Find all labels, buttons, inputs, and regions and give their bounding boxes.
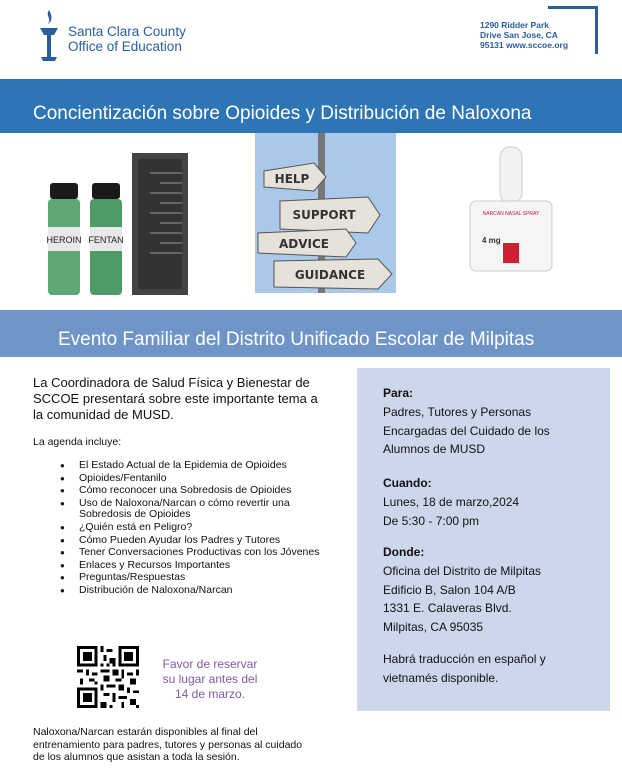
signpost-image <box>255 133 396 293</box>
sign-help: HELP <box>274 172 310 186</box>
vial2-label: FENTAN <box>88 235 124 245</box>
corner-bracket <box>548 6 598 54</box>
qr-code[interactable] <box>77 646 139 708</box>
agenda-item: ● Preguntas/Respuestas <box>60 572 320 584</box>
event-info-panel <box>357 368 610 711</box>
agenda-item: ● Enlaces y Recursos Importantes <box>60 560 320 572</box>
location-label: Donde: <box>383 545 425 559</box>
event-time: De 5:30 - 7:00 pm <box>383 513 480 528</box>
agenda-item: ● ¿Quién está en Peligro? <box>60 522 320 534</box>
photo-strip <box>0 133 622 303</box>
date-label: Cuando: <box>383 476 432 490</box>
spray-dose-label: 4 mg <box>482 236 501 245</box>
agenda-item: ● Tener Conversaciones Productivas con los Jóvenes <box>60 547 320 559</box>
agenda-item: ● Opioides/Fentanilo <box>60 473 320 485</box>
audience-line: Alumnos de MUSD <box>383 442 486 457</box>
agenda-item: ● Cómo Pueden Ayudar los Padres y Tutores <box>60 535 320 547</box>
vial1-label: HEROIN <box>46 235 82 245</box>
intro-paragraph: La Coordinadora de Salud Física y Bienestar de SCCOE presentará sobre este importante tema a la comunidad de MUSD. <box>33 375 318 422</box>
audience-label: Para: <box>383 386 414 400</box>
org-name <box>68 24 186 54</box>
agenda-item: ● Cómo reconocer una Sobredosis de Opioides <box>60 485 320 497</box>
header <box>0 0 622 70</box>
opioid-vials-image <box>46 153 188 295</box>
translation-block <box>383 650 546 688</box>
agenda-item: ● Distribución de Naloxona/Narcan <box>60 585 320 597</box>
translation-line: Habrá traducción en español y <box>383 652 546 666</box>
agenda-item: ● El Estado Actual de la Epidemia de Opioides <box>60 460 320 472</box>
sign-support: SUPPORT <box>292 208 356 222</box>
date-block <box>383 474 519 530</box>
title-banner <box>0 79 622 133</box>
sign-advice: ADVICE <box>278 237 330 251</box>
footer-note: Naloxona/Narcan estarán disponibles al final del entrenamiento para padres, tutores y personas al cuidado de los alumnos que asistan a toda la sesión. <box>33 726 303 763</box>
address-line3: 95131 www.sccoe.org <box>480 40 569 50</box>
event-date: Lunes, 18 de marzo,2024 <box>383 494 520 509</box>
location-block <box>383 543 541 637</box>
narcan-spray-image <box>470 147 552 271</box>
torch-logo-icon <box>36 8 62 62</box>
org-name-line2: Office of Education <box>68 39 182 54</box>
location-line: Edificio B, Salon 104 A/B <box>383 582 516 597</box>
address-line2: Drive San Jose, CA <box>480 30 558 40</box>
location-line: 1331 E. Calaveras Blvd. <box>383 601 512 616</box>
audience-block <box>383 384 550 459</box>
spray-brand-label: NARCAN NASAL SPRAY <box>482 211 540 217</box>
audience-line: Encargadas del Cuidado de los <box>383 423 550 438</box>
location-line: Oficina del Distrito de Milpitas <box>383 563 542 578</box>
banner-title: Concientización sobre Opioides y Distribución de Naloxona <box>33 103 532 124</box>
event-banner <box>0 310 622 357</box>
translation-line: vietnamés disponible. <box>383 670 499 685</box>
location-line: Milpitas, CA 95035 <box>383 620 484 635</box>
agenda-label: La agenda incluye: <box>33 436 122 448</box>
org-name-line1: Santa Clara County <box>68 24 186 39</box>
audience-line: Padres, Tutores y Personas <box>383 404 532 419</box>
address-line1: 1290 Ridder Park <box>480 20 549 30</box>
agenda-item: ● Uso de Naloxona/Narcan o cómo revertir una Sobredosis de Opioides <box>60 498 320 521</box>
agenda-list <box>60 460 320 598</box>
sign-guidance: GUIDANCE <box>294 268 366 282</box>
reserve-note: Favor de reservar su lugar antes del 14 de marzo. <box>162 657 258 701</box>
event-title: Evento Familiar del Distrito Unificado Escolar de Milpitas <box>58 329 535 350</box>
